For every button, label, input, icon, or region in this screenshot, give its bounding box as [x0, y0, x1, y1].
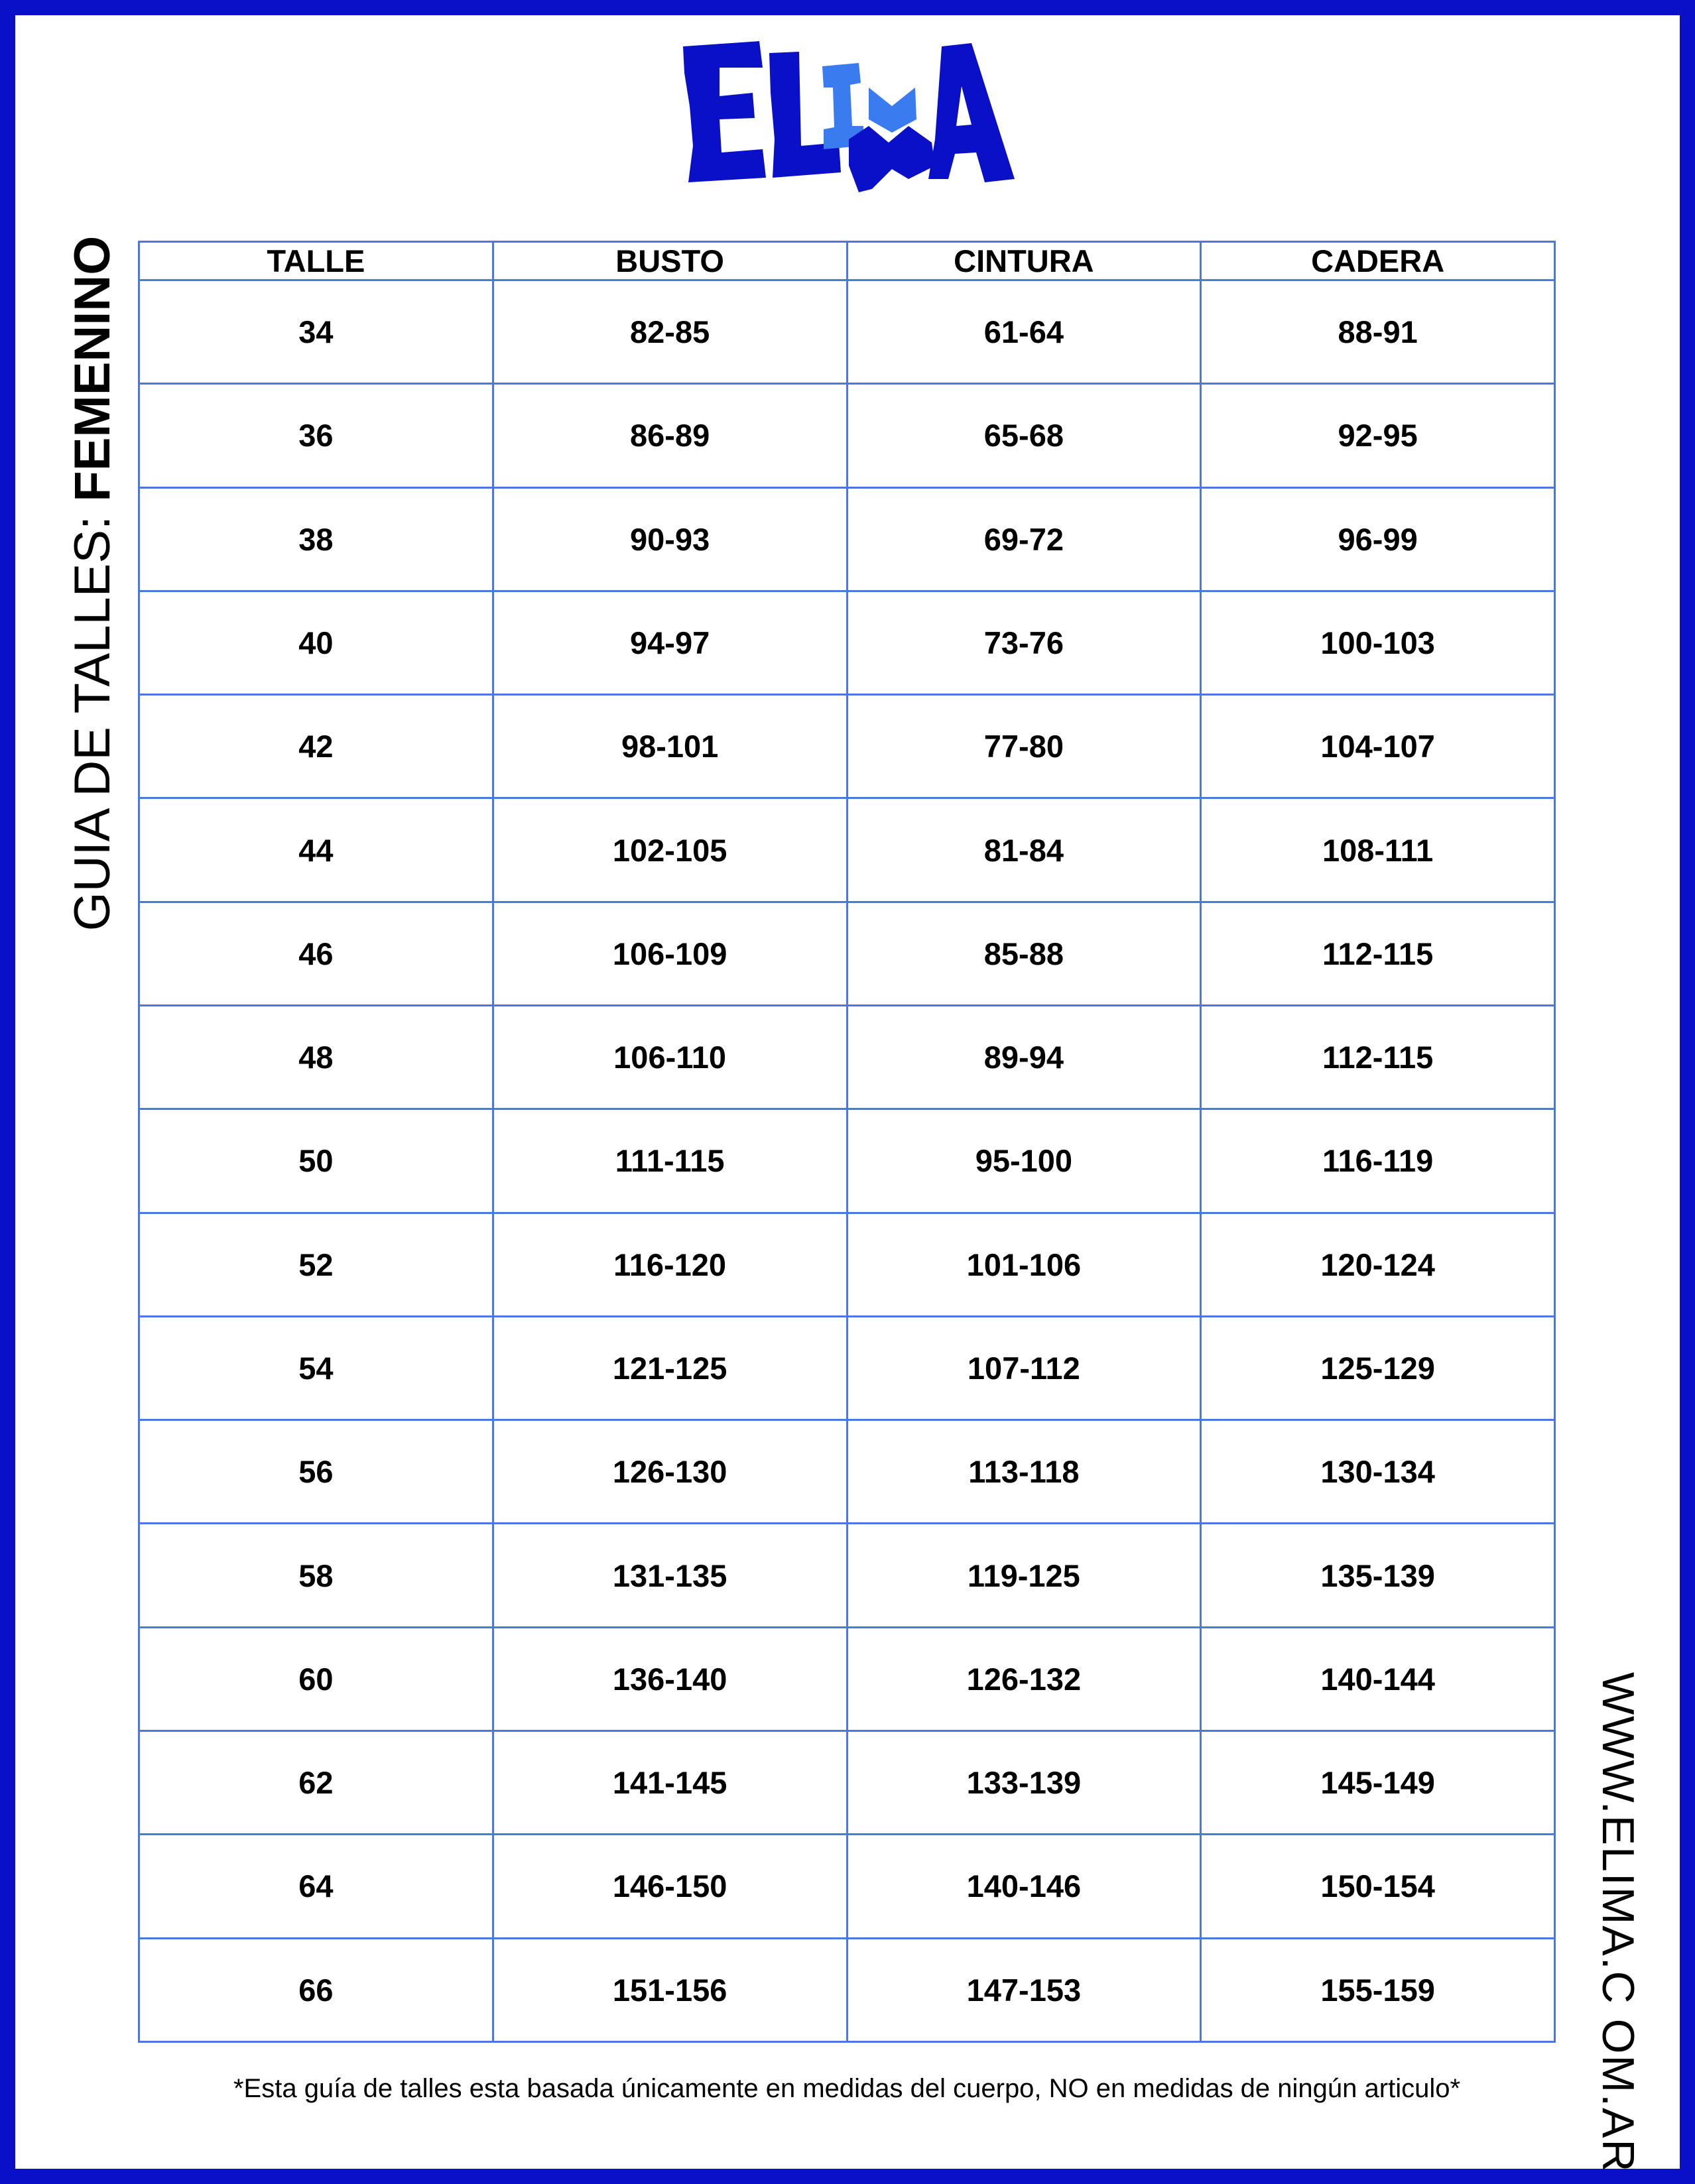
elima-logo: [670, 27, 1028, 212]
table-cell-cadera: 116-119: [1201, 1109, 1555, 1213]
footnote: *Esta guía de talles esta basada únicamente en medidas del cuerpo, NO en medidas de ningún articulo*: [233, 2074, 1461, 2103]
table-row: [139, 280, 1555, 384]
size-table: [138, 241, 1556, 2043]
table-cell-cintura: 89-94: [847, 1005, 1201, 1109]
table-cell-cintura: 73-76: [847, 591, 1201, 694]
table-cell-cintura: 95-100: [847, 1109, 1201, 1213]
table-cell-talle: 34: [139, 280, 493, 384]
table-cell-cintura: 113-118: [847, 1420, 1201, 1524]
table-cell-cintura: 69-72: [847, 487, 1201, 591]
table-cell-cadera: 125-129: [1201, 1316, 1555, 1420]
table-cell-cintura: 81-84: [847, 798, 1201, 902]
table-cell-busto: 116-120: [493, 1213, 847, 1316]
size-guide-title-emphasis: FEMENINO: [64, 235, 121, 502]
table-cell-busto: 141-145: [493, 1730, 847, 1834]
table-body: [139, 280, 1555, 2042]
column-header-busto: BUSTO: [493, 242, 847, 280]
table-cell-cintura: 77-80: [847, 695, 1201, 798]
table-cell-talle: 54: [139, 1316, 493, 1420]
table-cell-cintura: 133-139: [847, 1730, 1201, 1834]
table-cell-cadera: 120-124: [1201, 1213, 1555, 1316]
table-cell-busto: 82-85: [493, 280, 847, 384]
size-guide-title-prefix: GUIA DE TALLES:: [64, 501, 121, 932]
table-row: [139, 695, 1555, 798]
table-row: [139, 1316, 1555, 1420]
table-row: [139, 1420, 1555, 1524]
table-cell-talle: 64: [139, 1835, 493, 1938]
table-cell-cadera: 92-95: [1201, 384, 1555, 487]
table-row: [139, 1524, 1555, 1627]
size-guide-title: [63, 219, 123, 948]
table-row: [139, 1627, 1555, 1730]
table-cell-cintura: 140-146: [847, 1835, 1201, 1938]
logo-text: ELIMA: [849, 209, 851, 210]
table-cell-talle: 52: [139, 1213, 493, 1316]
table-row: [139, 798, 1555, 902]
table-cell-busto: 98-101: [493, 695, 847, 798]
table-cell-talle: 36: [139, 384, 493, 487]
table-row: [139, 591, 1555, 694]
table-cell-talle: 50: [139, 1109, 493, 1213]
table-cell-busto: 90-93: [493, 487, 847, 591]
table-cell-cintura: 119-125: [847, 1524, 1201, 1627]
table-cell-busto: 106-110: [493, 1005, 847, 1109]
table-cell-cadera: 100-103: [1201, 591, 1555, 694]
table-cell-talle: 56: [139, 1420, 493, 1524]
table-row: [139, 384, 1555, 487]
table-cell-talle: 38: [139, 487, 493, 591]
table-row: [139, 1213, 1555, 1316]
table-cell-busto: 136-140: [493, 1627, 847, 1730]
table-cell-cadera: 145-149: [1201, 1730, 1555, 1834]
table-cell-cadera: 108-111: [1201, 798, 1555, 902]
table-cell-cintura: 85-88: [847, 902, 1201, 1005]
table-row: [139, 1938, 1555, 2042]
table-cell-busto: 111-115: [493, 1109, 847, 1213]
table-cell-talle: 46: [139, 902, 493, 1005]
table-cell-busto: 94-97: [493, 591, 847, 694]
table-row: [139, 1005, 1555, 1109]
table-cell-talle: 66: [139, 1938, 493, 2042]
column-header-cintura: CINTURA: [847, 242, 1201, 280]
table-cell-busto: 131-135: [493, 1524, 847, 1627]
table-header-row: [139, 242, 1555, 280]
table-cell-talle: 42: [139, 695, 493, 798]
table-cell-talle: 40: [139, 591, 493, 694]
table-cell-busto: 126-130: [493, 1420, 847, 1524]
table-cell-busto: 102-105: [493, 798, 847, 902]
table-cell-talle: 62: [139, 1730, 493, 1834]
table-cell-cadera: 96-99: [1201, 487, 1555, 591]
table-cell-cadera: 150-154: [1201, 1835, 1555, 1938]
table-cell-cintura: 107-112: [847, 1316, 1201, 1420]
table-cell-talle: 48: [139, 1005, 493, 1109]
table-cell-cintura: 65-68: [847, 384, 1201, 487]
table-cell-cadera: 140-144: [1201, 1627, 1555, 1730]
table-row: [139, 1109, 1555, 1213]
table-cell-busto: 121-125: [493, 1316, 847, 1420]
table-cell-talle: 44: [139, 798, 493, 902]
table-cell-cintura: 147-153: [847, 1938, 1201, 2042]
table-cell-cintura: 61-64: [847, 280, 1201, 384]
table-cell-cadera: 135-139: [1201, 1524, 1555, 1627]
table-cell-cintura: 126-132: [847, 1627, 1201, 1730]
table-row: [139, 1730, 1555, 1834]
website-url: WWW.ELIMA.C OM.AR: [1593, 1672, 1643, 2173]
table-cell-cadera: 112-115: [1201, 1005, 1555, 1109]
table-cell-cadera: 155-159: [1201, 1938, 1555, 2042]
table-row: [139, 902, 1555, 1005]
table-cell-cintura: 101-106: [847, 1213, 1201, 1316]
table-cell-cadera: 104-107: [1201, 695, 1555, 798]
table-cell-cadera: 88-91: [1201, 280, 1555, 384]
table-cell-talle: 58: [139, 1524, 493, 1627]
table-cell-talle: 60: [139, 1627, 493, 1730]
table-cell-busto: 146-150: [493, 1835, 847, 1938]
table-cell-busto: 86-89: [493, 384, 847, 487]
table-cell-busto: 106-109: [493, 902, 847, 1005]
table-cell-cadera: 130-134: [1201, 1420, 1555, 1524]
column-header-cadera: CADERA: [1201, 242, 1555, 280]
table-cell-cadera: 112-115: [1201, 902, 1555, 1005]
column-header-talle: TALLE: [139, 242, 493, 280]
table-row: [139, 487, 1555, 591]
table-cell-busto: 151-156: [493, 1938, 847, 2042]
table-row: [139, 1835, 1555, 1938]
